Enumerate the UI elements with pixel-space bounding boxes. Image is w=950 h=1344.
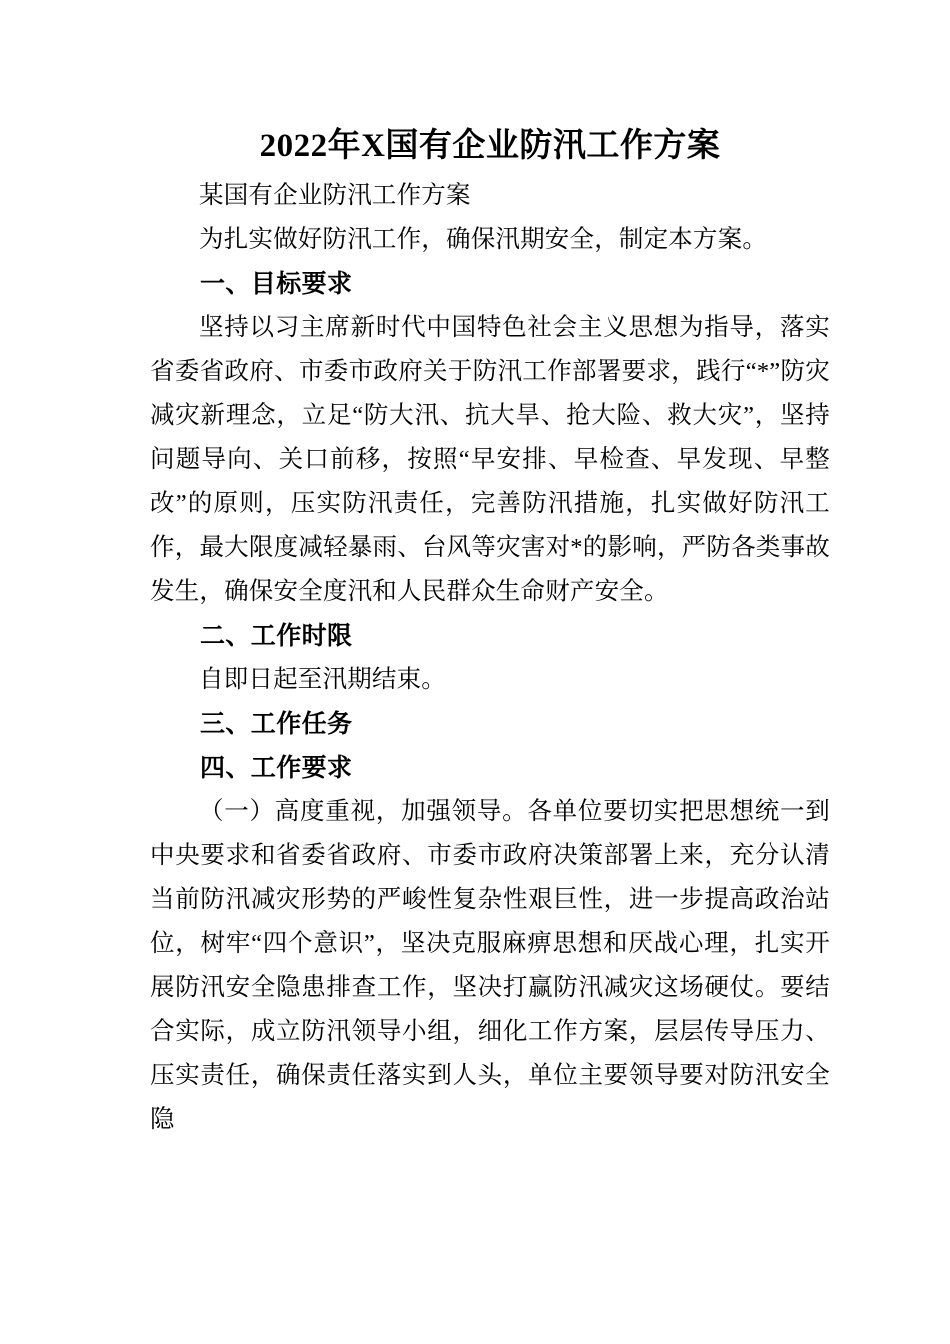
section-2-body: 自即日起至汛期结束。 <box>199 666 446 693</box>
subtitle-line: 某国有企业防汛工作方案 <box>199 182 471 209</box>
preamble-paragraph: 为扎实做好防汛工作，确保汛期安全，制定本方案。 <box>199 226 768 253</box>
section-1-body: 坚持以习主席新时代中国特色社会主义思想为指导，落实省委省政府、市委市政府关于防汛工作部署要求，践行“*”防灾减灾新理念，立足“防大汛、抗大旱、抢大险、救大灾”，坚持问题导向、关口前移，按照“早安排、早检查、早发现、早整改”的原则，压实防汛责任，完善防汛措施，扎实做好防汛工作，最大限度减轻暴雨、台风等灾害对*的影响，严防各类事故发生，确保安全度汛和人民群众生命财产安全。 <box>150 314 830 605</box>
page-title: 2022年X国有企业防汛工作方案 <box>259 128 721 164</box>
section-heading-4: 四、工作要求 <box>200 754 353 782</box>
document-body <box>150 124 830 1142</box>
section-4-item-1: （一）高度重视，加强领导。各单位要切实把思想统一到中央要求和省委省政府、市委市政府决策部署上来，充分认清当前防汛减灾形势的严峻性复杂性艰巨性，进一步提高政治站位，树牢“四个意识”，坚决克服麻痹思想和厌战心理，扎实开展防汛安全隐患排查工作，坚决打赢防汛减灾这场硬仗。要结合实际，成立防汛领导小组，细化工作方案，层层传导压力、压实责任，确保责任落实到人头，单位主要领导要对防汛安全隐 <box>150 798 830 1133</box>
section-heading-3: 三、工作任务 <box>200 710 353 738</box>
section-heading-1: 一、目标要求 <box>200 270 353 298</box>
section-heading-2: 二、工作时限 <box>200 622 353 650</box>
